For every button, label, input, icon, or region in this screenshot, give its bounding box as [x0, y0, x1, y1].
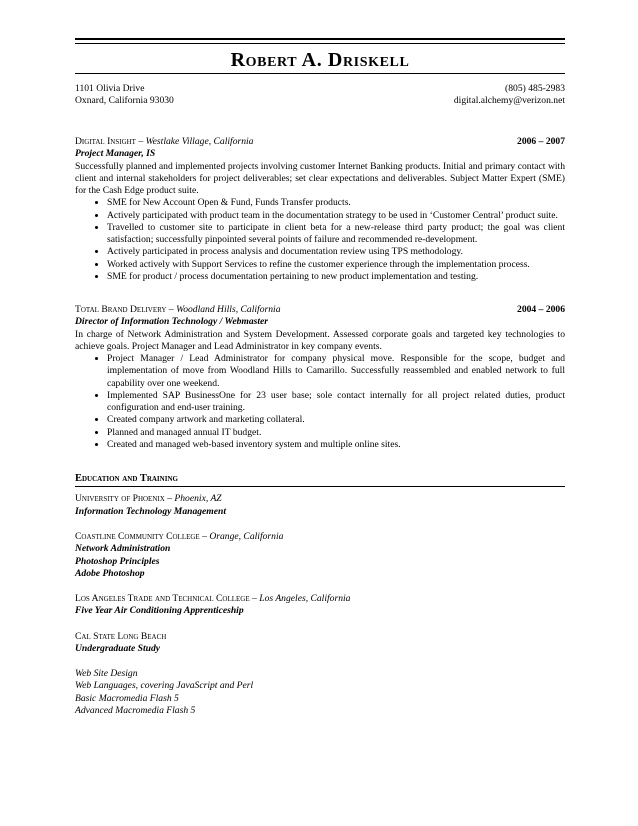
- header-rule-thick: [75, 38, 565, 40]
- education-section: [75, 472, 565, 717]
- list-item: Basic Macromedia Flash 5: [75, 692, 179, 704]
- school-location: Los Angeles, California: [259, 593, 351, 605]
- address-line2: Oxnard, California 93030: [75, 95, 174, 107]
- education-entry: Coastline Community College – Orange, California Network Administration Photoshop Principles Adobe Photoshop: [75, 531, 565, 580]
- job-dates: 2006 – 2007: [517, 136, 565, 147]
- section-rule: [75, 486, 565, 487]
- address-line1: 1101 Olivia Drive: [75, 83, 145, 94]
- course: Five Year Air Conditioning Apprenticeship: [75, 605, 244, 617]
- course: Information Technology Management: [75, 505, 227, 517]
- email: digital.alchemy@verizon.net: [453, 95, 565, 107]
- resume-name: Robert A. Driskell: [230, 49, 410, 71]
- job-summary: Successfully planned and implemented projects involving customer Internet Banking products. Initial and primary contact with client and internal stakeholders for project deliverables; set clear expectations and deliverables. Subject Matter Expert (SME) for the Cash Edge product suite.: [75, 160, 565, 197]
- company-location: Woodland Hills, California: [176, 304, 281, 315]
- education-entry: Los Angeles Trade and Technical College – Los Angeles, California Five Year Air Conditioning Apprenticeship: [75, 593, 565, 618]
- job-total-brand-delivery: [75, 304, 565, 451]
- list-item: • SME for New Account Open & Fund, Funds Transfer products.: [107, 197, 565, 209]
- list-item: • Created company artwork and marketing collateral.: [107, 414, 565, 426]
- list-item: Advanced Macromedia Flash 5: [75, 704, 196, 716]
- contact-block: [75, 83, 565, 108]
- job-bullets: [75, 197, 565, 283]
- company-location: Westlake Village, California: [145, 136, 254, 147]
- job-title: Project Manager, IS: [75, 148, 156, 160]
- school-name: Coastline Community College: [75, 530, 200, 542]
- job-digital-insight: [75, 136, 565, 283]
- list-item: • Actively participated in process analysis and documentation review using TPS methodology.: [107, 246, 565, 258]
- school-name: Los Angeles Trade and Technical College: [75, 593, 250, 605]
- job-title: Director of Information Technology / Webmaster: [75, 316, 269, 328]
- list-item: • Travelled to customer site to participate in client beta for a new-release third party product; the goal was client satisfaction; successfully pinpointed several points of failure and recommended re-development.: [107, 222, 565, 247]
- school-name: Cal State Long Beach: [75, 630, 167, 642]
- education-entry: [75, 631, 565, 656]
- course: Adobe Photoshop: [75, 567, 145, 579]
- list-item: • SME for product / process documentation pertaining to new product implementation and testing.: [107, 271, 565, 283]
- course: Network Administration: [75, 543, 171, 555]
- job-heading: Total Brand Delivery – Woodland Hills, California: [75, 304, 281, 315]
- school-location: Orange, California: [209, 530, 284, 542]
- header-rule-thin: [75, 43, 565, 44]
- job-heading: Digital Insight – Westlake Village, California: [75, 136, 254, 147]
- company-name: Digital Insight: [75, 136, 136, 147]
- course: Undergraduate Study: [75, 642, 161, 654]
- other-training: [75, 668, 565, 717]
- list-item: • Worked actively with Support Services to refine the customer experience through the implementation process.: [107, 259, 565, 271]
- list-item: • Planned and managed annual IT budget.: [107, 427, 565, 439]
- job-dates: 2004 – 2006: [517, 304, 565, 315]
- section-heading: Education and Training: [75, 473, 178, 484]
- list-item: Web Languages, covering JavaScript and Perl: [75, 680, 254, 692]
- course: Photoshop Principles: [75, 555, 160, 567]
- education-entry: University of Phoenix – Phoenix, AZ Information Technology Management: [75, 493, 565, 518]
- list-item: Web Site Design: [75, 668, 138, 680]
- list-item: • Actively participated with product team in the documentation strategy to be used in ‘Customer Central’ product suite.: [107, 210, 565, 222]
- list-item: • Implemented SAP BusinessOne for 23 user base; sole contact internally for all project related duties, product configuration and end-user training.: [107, 390, 565, 415]
- school-name: University of Phoenix: [75, 493, 165, 505]
- name-rule: [75, 73, 565, 74]
- list-item: • Created and managed web-based inventory system and multiple online sites.: [107, 439, 565, 451]
- list-item: • Project Manager / Lead Administrator for company physical move. Responsible for the scope, budget and implementation of move from Woodland Hills to Camarillo. Successfully reassembled and enabled network to full capability over one weekend.: [107, 353, 565, 390]
- company-name: Total Brand Delivery: [75, 304, 167, 315]
- phone: (805) 485-2983: [505, 83, 565, 94]
- school-location: Phoenix, AZ: [174, 493, 222, 505]
- job-bullets: [75, 353, 565, 451]
- job-summary: In charge of Network Administration and System Development. Assessed corporate goals and targeted key technologies to achieve goals. Project Manager and Lead Administrator in key company events.: [75, 328, 565, 352]
